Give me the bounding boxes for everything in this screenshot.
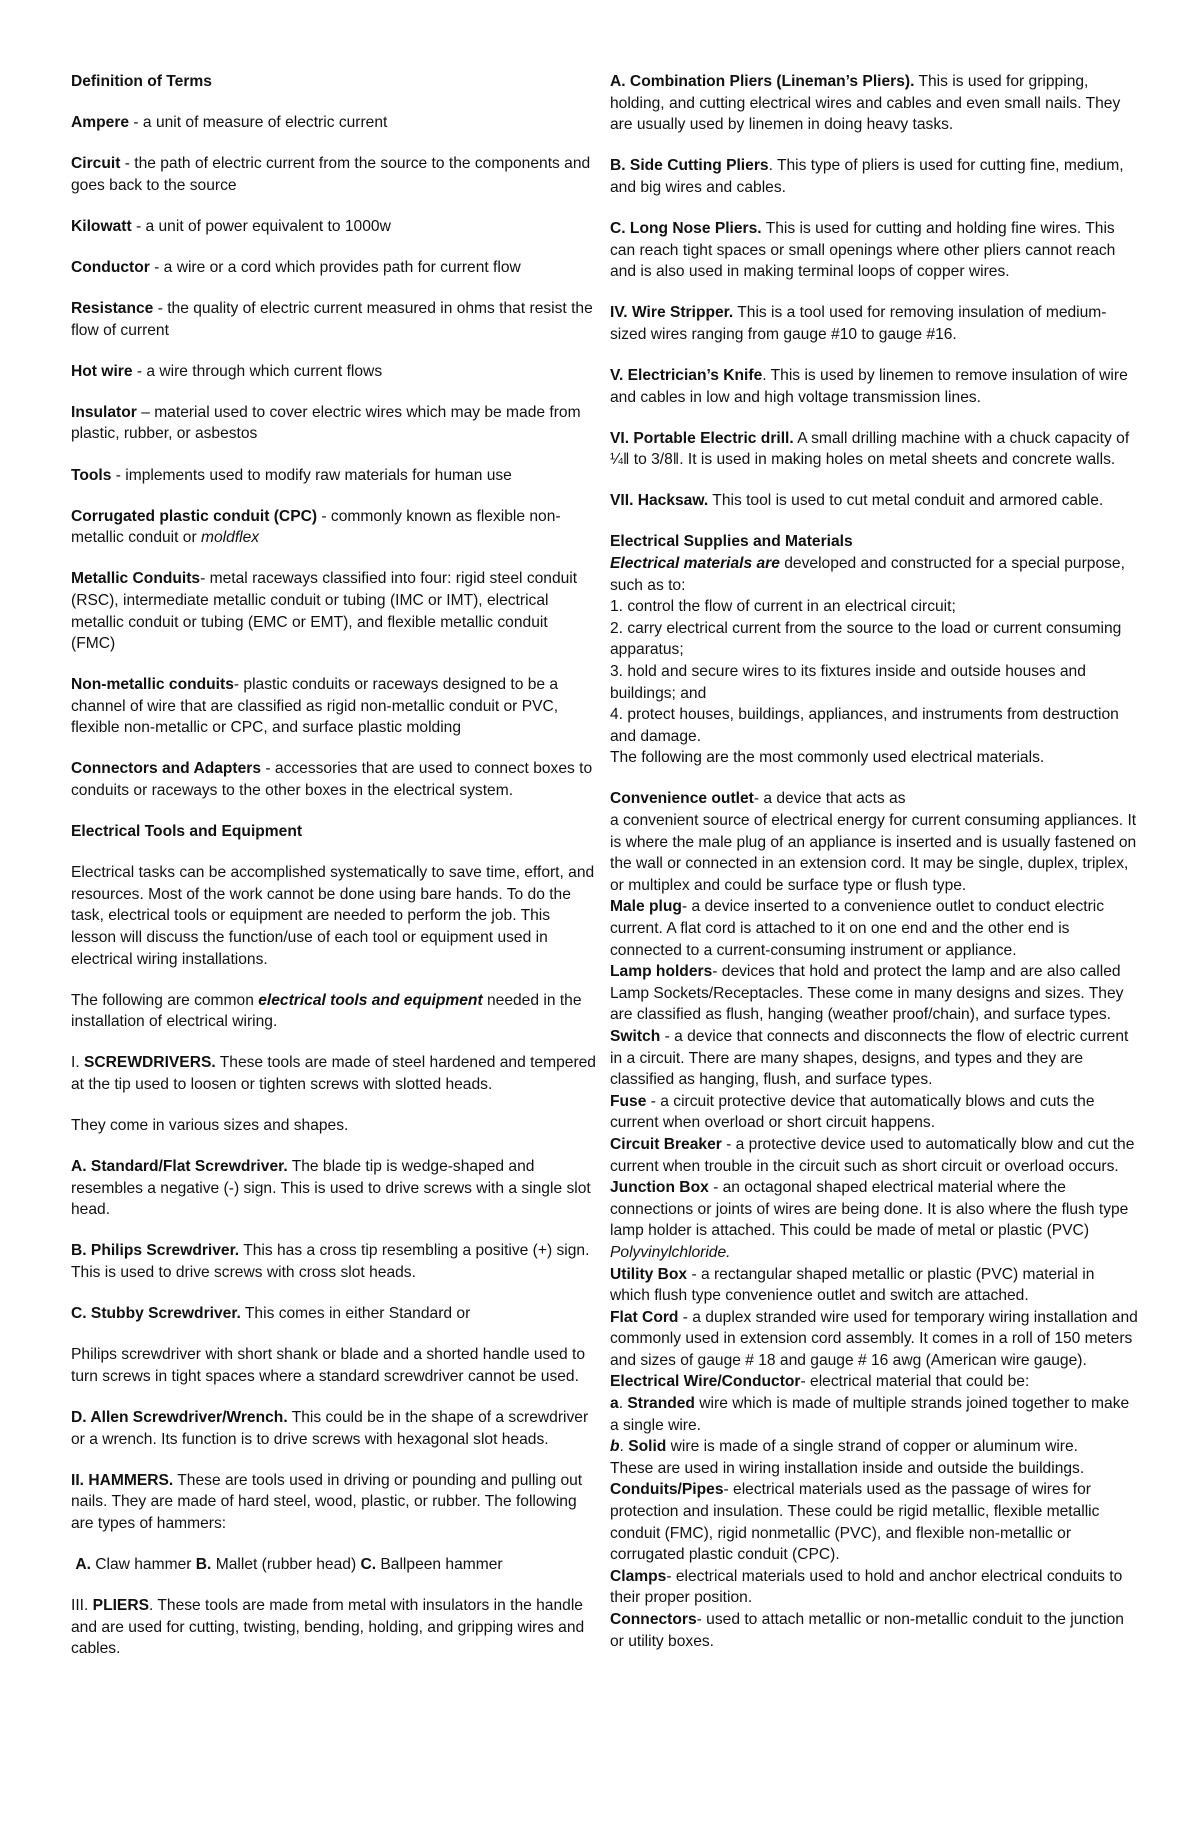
term-definition: - a wire or a cord which provides path for current flow	[149, 258, 521, 276]
material-convenience-outlet	[610, 788, 1138, 810]
term-name: Connectors and Adapters	[71, 760, 262, 778]
wire-note: These are used in wiring installation inside and outside the buildings.	[610, 1459, 1085, 1477]
tool-title: A. Combination Pliers (Lineman’s Pliers).	[610, 73, 915, 90]
material-italic: Polyvinylchloride.	[610, 1243, 731, 1261]
material-definition: - used to attach metallic or non-metallic conduit to the junction or utility boxes.	[610, 1611, 1124, 1650]
term-name: Circuit	[71, 155, 121, 173]
material-name: Lamp holders	[610, 963, 713, 981]
material-definition: - a rectangular shaped metallic or plastic (PVC) material in which flush type convenience outlet and switch are attached.	[610, 1265, 1095, 1305]
pliers-num: III.	[71, 1597, 93, 1614]
term-definition: – material used to cover electric wires which may be made from plastic, rubber, or asbestos	[71, 403, 581, 443]
right-column	[610, 71, 1138, 1652]
term-definition: - implements used to modify raw materials for human use	[111, 466, 512, 484]
item-text: The blade tip is wedge-shaped and resembles a negative (-) sign. This is used to drive screws with a single slot head.	[71, 1158, 591, 1219]
term-name: Hot wire	[71, 362, 133, 380]
hammer-b-text: Mallet (rubber head)	[211, 1555, 361, 1573]
item-title: C. Stubby Screwdriver.	[71, 1305, 241, 1323]
supplies-intro	[610, 553, 1138, 596]
material-definition: - devices that hold and protect the lamp and are also called Lamp Sockets/Receptacles. These come in many designs and sizes. They are classified as flush, hanging (weather proof/chain), and surface types.	[610, 963, 1124, 1024]
common-tools-paragraph	[71, 990, 596, 1033]
material-name: Male plug	[610, 898, 682, 916]
material-definition: - a device that acts as	[753, 790, 906, 808]
term-connectors-adapters	[71, 758, 596, 801]
item-title: B. Philips Screwdriver.	[71, 1242, 240, 1260]
term-tools	[71, 465, 596, 487]
material-name: Utility Box	[610, 1265, 688, 1283]
material-utility-box	[610, 1264, 1138, 1307]
material-definition: - electrical materials used to hold and anchor electrical conduits to their proper position.	[610, 1567, 1123, 1607]
common-pre: The following are common	[71, 991, 259, 1009]
wire-type-name: Stranded	[627, 1395, 695, 1413]
portable-drill	[610, 428, 1138, 471]
definition-heading	[71, 71, 596, 93]
material-name: Circuit Breaker	[610, 1135, 722, 1153]
term-name: Kilowatt	[71, 217, 132, 235]
material-name: Switch	[610, 1027, 661, 1045]
material-name: Connectors	[610, 1611, 697, 1628]
tool-title: IV. Wire Stripper.	[610, 304, 734, 322]
allen-screwdriver	[71, 1407, 596, 1450]
common-post: needed in the installation of electrical wiring.	[71, 991, 582, 1031]
stubby-screwdriver	[71, 1303, 596, 1325]
supplies-heading-text: Electrical Supplies and Materials	[610, 533, 853, 551]
electricians-knife	[610, 365, 1138, 408]
material-definition: - a circuit protective device that automatically blows and cuts the current when overload or short circuit happens.	[610, 1092, 1095, 1132]
term-name: Conductor	[71, 258, 150, 276]
hammers-text: These are tools used in driving or pounding and pulling out nails. They are made of hard steel, wood, plastic, or rubber. The following are types of hammers:	[71, 1471, 583, 1532]
purpose-item: 3. hold and secure wires to its fixtures inside and outside houses and buildings; and	[610, 662, 1086, 702]
material-junction-box	[610, 1177, 1138, 1263]
term-name: Tools	[71, 466, 112, 484]
combination-pliers	[610, 71, 1138, 136]
term-definition: - a unit of power equivalent to 1000w	[131, 217, 391, 235]
term-hot-wire	[71, 361, 596, 383]
term-definition: - commonly known as flexible non-metallic conduit or	[71, 507, 561, 547]
material-definition: - a duplex stranded wire used for temporary wiring installation and commonly used in extension cord assembly. It comes in a roll of 150 meters and sizes of gauge # 18 and gauge # 16 awg (American wire gauge).	[610, 1308, 1138, 1369]
standard-screwdriver	[71, 1156, 596, 1221]
wire-type-solid	[610, 1436, 1138, 1458]
supplies-intro-text: developed and constructed for a special purpose, such as to:	[610, 555, 1125, 594]
term-name: Resistance	[71, 300, 154, 318]
term-definition: - plastic conduits or raceways designed to be a channel of wire that are classified as rigid non-metallic conduit or PVC, flexible non-metallic or CPC, and surface plastic molding	[71, 676, 559, 737]
material-male-plug	[610, 896, 1138, 961]
material-fuse	[610, 1091, 1138, 1134]
term-italic: moldflex	[201, 529, 260, 547]
sizes-paragraph: They come in various sizes and shapes.	[71, 1117, 349, 1135]
term-definition: - the quality of electric current measured in ohms that resist the flow of current	[71, 300, 593, 339]
material-name: Flat Cord	[610, 1308, 679, 1326]
screwdrivers-text: These tools are made of steel hardened and tempered at the tip used to loosen or tighten screws with slotted heads.	[71, 1054, 596, 1093]
term-name: Corrugated plastic conduit (CPC)	[71, 507, 318, 525]
material-lamp-holders	[610, 961, 1138, 1026]
tool-text: . This is used by linemen to remove insulation of wire and cables in low and high voltage transmission lines.	[610, 366, 1128, 406]
side-cutting-pliers	[610, 155, 1138, 198]
hammer-b-label: B.	[195, 1555, 212, 1573]
purpose-item: 1. control the flow of current in an electrical circuit;	[610, 598, 956, 616]
tools-intro: Electrical tasks can be accomplished systematically to save time, effort, and resources. Most of the work cannot be done using bare hands. To do the task, electrical tools or equipment are needed to perform the job. This lesson will discuss the function/use of each tool or equipment used in electrical wiring installations.	[71, 864, 595, 968]
material-circuit-breaker	[610, 1134, 1138, 1177]
hammer-a-text: Claw hammer	[90, 1555, 196, 1573]
philips-screwdriver	[71, 1240, 596, 1283]
tool-text: This is a tool used for removing insulation of medium-sized wires ranging from gauge #10 to gauge #16.	[610, 304, 1107, 343]
material-name: Electrical Wire/Conductor	[610, 1373, 801, 1391]
term-definition: - accessories that are used to connect boxes to conduits or raceways to the other boxes in the electrical system.	[71, 760, 593, 800]
wire-punct: .	[619, 1438, 629, 1456]
tool-text: This tool is used to cut metal conduit and armored cable.	[708, 492, 1104, 510]
term-non-metallic-conduits	[71, 674, 596, 739]
term-definition: - a unit of measure of electric current	[129, 114, 388, 132]
tool-text: A small drilling machine with a chuck capacity of ¼‖ to 3/8‖. It is used in making holes on metal sheets and concrete walls.	[610, 429, 1130, 469]
term-insulator	[71, 402, 596, 445]
tool-text: This is used for gripping, holding, and cutting electrical wires and cables and even small nails. They are usually used by linemen in doing heavy tasks.	[610, 73, 1121, 134]
tools-heading	[71, 821, 596, 843]
item-text: This comes in either Standard or	[240, 1305, 471, 1323]
term-circuit	[71, 153, 596, 196]
wire-type-text: wire is made of a single strand of copper or aluminum wire.	[666, 1438, 1079, 1456]
wire-type-stranded	[610, 1393, 1138, 1436]
screwdrivers-title: SCREWDRIVERS.	[84, 1054, 216, 1072]
material-flat-cord	[610, 1307, 1138, 1372]
wire-type-name: Solid	[628, 1438, 667, 1456]
wire-label: b	[610, 1438, 620, 1456]
hacksaw	[610, 490, 1138, 512]
material-name: Clamps	[610, 1567, 667, 1585]
material-definition: - electrical material that could be:	[800, 1373, 1030, 1391]
material-definition: - a device that connects and disconnects the flow of electric current in a circuit. There are many shapes, designs, and types and they are classified as hanging, flush, and surface types.	[610, 1027, 1129, 1089]
term-definition: - a wire through which current flows	[132, 362, 383, 380]
term-resistance	[71, 298, 596, 341]
material-name: Junction Box	[610, 1179, 709, 1197]
common-italic: electrical tools and equipment	[258, 991, 483, 1009]
material-name: Fuse	[610, 1092, 647, 1110]
wire-type-text: wire which is made of multiple strands joined together to make a single wire.	[610, 1395, 1130, 1434]
tool-title: VI. Portable Electric drill.	[610, 429, 794, 447]
term-name: Metallic Conduits	[71, 570, 201, 588]
hammers-title: II. HAMMERS.	[71, 1471, 174, 1489]
term-definition: - metal raceways classified into four: rigid steel conduit (RSC), intermediate metallic conduit or tubing (IMC or IMT), electrical metallic conduit or tubing (EMC or EMT), and flexible metallic conduit (FMC)	[71, 570, 578, 653]
screwdrivers-paragraph	[71, 1052, 596, 1095]
long-nose-pliers	[610, 218, 1138, 283]
item-title: D. Allen Screwdriver/Wrench.	[71, 1408, 288, 1426]
material-definition: - an octagonal shaped electrical material where the connections or joints of wires are being done. It is also where the flush type lamp holder is attached. This could be made of metal or plastic (PVC)	[610, 1179, 1129, 1240]
material-name: Convenience outlet	[610, 790, 754, 808]
supplies-intro-italic: Electrical materials are	[610, 555, 780, 572]
material-definition: - a device inserted to a convenience outlet to conduct electric current. A flat cord is attached to it on one end and the other end is connected to a current-consuming instrument or appliance.	[610, 898, 1105, 959]
tool-text: . This type of pliers is used for cutting fine, medium, and big wires and cables.	[610, 157, 1124, 196]
material-conduits-pipes	[610, 1479, 1138, 1565]
material-definition: - electrical materials used as the passage of wires for protection and insulation. These could be rigid metallic, flexible metallic conduit (FMC), rigid nonmetallic (PVC), and flexible non-metallic or corrugated plastic conduit (CPC).	[610, 1481, 1100, 1564]
supplies-heading	[610, 531, 1138, 553]
item-title: A. Standard/Flat Screwdriver.	[71, 1158, 288, 1176]
pliers-text: . These tools are made from metal with insulators in the handle and are used for cutting, twisting, bending, holding, and gripping wires and cables.	[71, 1597, 585, 1658]
left-column	[71, 71, 596, 1679]
wire-stripper	[610, 302, 1138, 345]
hammer-a-label: A.	[75, 1555, 91, 1573]
term-definition: - the path of electric current from the source to the components and goes back to the source	[71, 155, 591, 194]
hammer-c-text: Ballpeen hammer	[376, 1555, 503, 1573]
hammer-types	[71, 1554, 596, 1576]
purpose-item: 4. protect houses, buildings, appliances, and instruments from destruction and damage.	[610, 706, 1119, 745]
tool-title: B. Side Cutting Pliers	[610, 157, 769, 175]
hammer-c-label: C.	[360, 1555, 377, 1573]
term-ampere	[71, 112, 596, 134]
definition-heading-text: Definition of Terms	[71, 73, 212, 90]
following-materials: The following are the most commonly used electrical materials.	[610, 749, 1045, 767]
tool-title: V. Electrician’s Knife	[610, 366, 763, 384]
material-name: Conduits/Pipes	[610, 1481, 724, 1499]
term-conductor	[71, 257, 596, 279]
material-wire-conductor	[610, 1371, 1138, 1393]
pliers-title: PLIERS	[92, 1597, 149, 1614]
wire-punct: .	[618, 1395, 628, 1413]
material-clamps	[610, 1566, 1138, 1609]
pliers-paragraph	[71, 1595, 596, 1660]
purpose-item: 2. carry electrical current from the source to the load or current consuming apparatus;	[610, 619, 1122, 659]
term-kilowatt	[71, 216, 596, 238]
material-switch	[610, 1026, 1138, 1091]
term-name: Ampere	[71, 114, 130, 132]
material-definition: - a protective device used to automatically blow and cut the current when trouble in the circuit such as short circuit or overload occurs.	[610, 1135, 1135, 1175]
tool-text: This is used for cutting and holding fine wires. This can reach tight spaces or small openings where other pliers cannot reach and is also used in making terminal loops of copper wires.	[610, 219, 1116, 281]
item-text: This has a cross tip resembling a positive (+) sign. This is used to drive screws with cross slot heads.	[71, 1242, 590, 1282]
material-connectors	[610, 1609, 1138, 1652]
tools-heading-text: Electrical Tools and Equipment	[71, 823, 303, 841]
tool-title: C. Long Nose Pliers.	[610, 219, 762, 237]
term-name: Non-metallic conduits	[71, 676, 234, 694]
tool-title: VII. Hacksaw.	[610, 492, 709, 510]
stubby-continued: Philips screwdriver with short shank or blade and a shorted handle used to turn screws in tight spaces where a standard screwdriver cannot be used.	[71, 1346, 586, 1385]
convenience-outlet-text: a convenient source of electrical energy for current consuming appliances. It is where the male plug of an appliance is inserted and is usually fastened on the wall or connected in an extension cord. It may be single, duplex, triplex, or multiplex and could be surface type or flush type.	[610, 812, 1137, 894]
wire-label: a	[610, 1395, 619, 1413]
term-metallic-conduits	[71, 568, 596, 654]
hammers-paragraph	[71, 1470, 596, 1535]
term-name: Insulator	[71, 403, 137, 421]
item-text: This could be in the shape of a screwdriver or a wrench. Its function is to drive screws with hexagonal slot heads.	[71, 1408, 589, 1448]
screwdrivers-num: I.	[71, 1054, 84, 1072]
term-cpc	[71, 506, 596, 549]
